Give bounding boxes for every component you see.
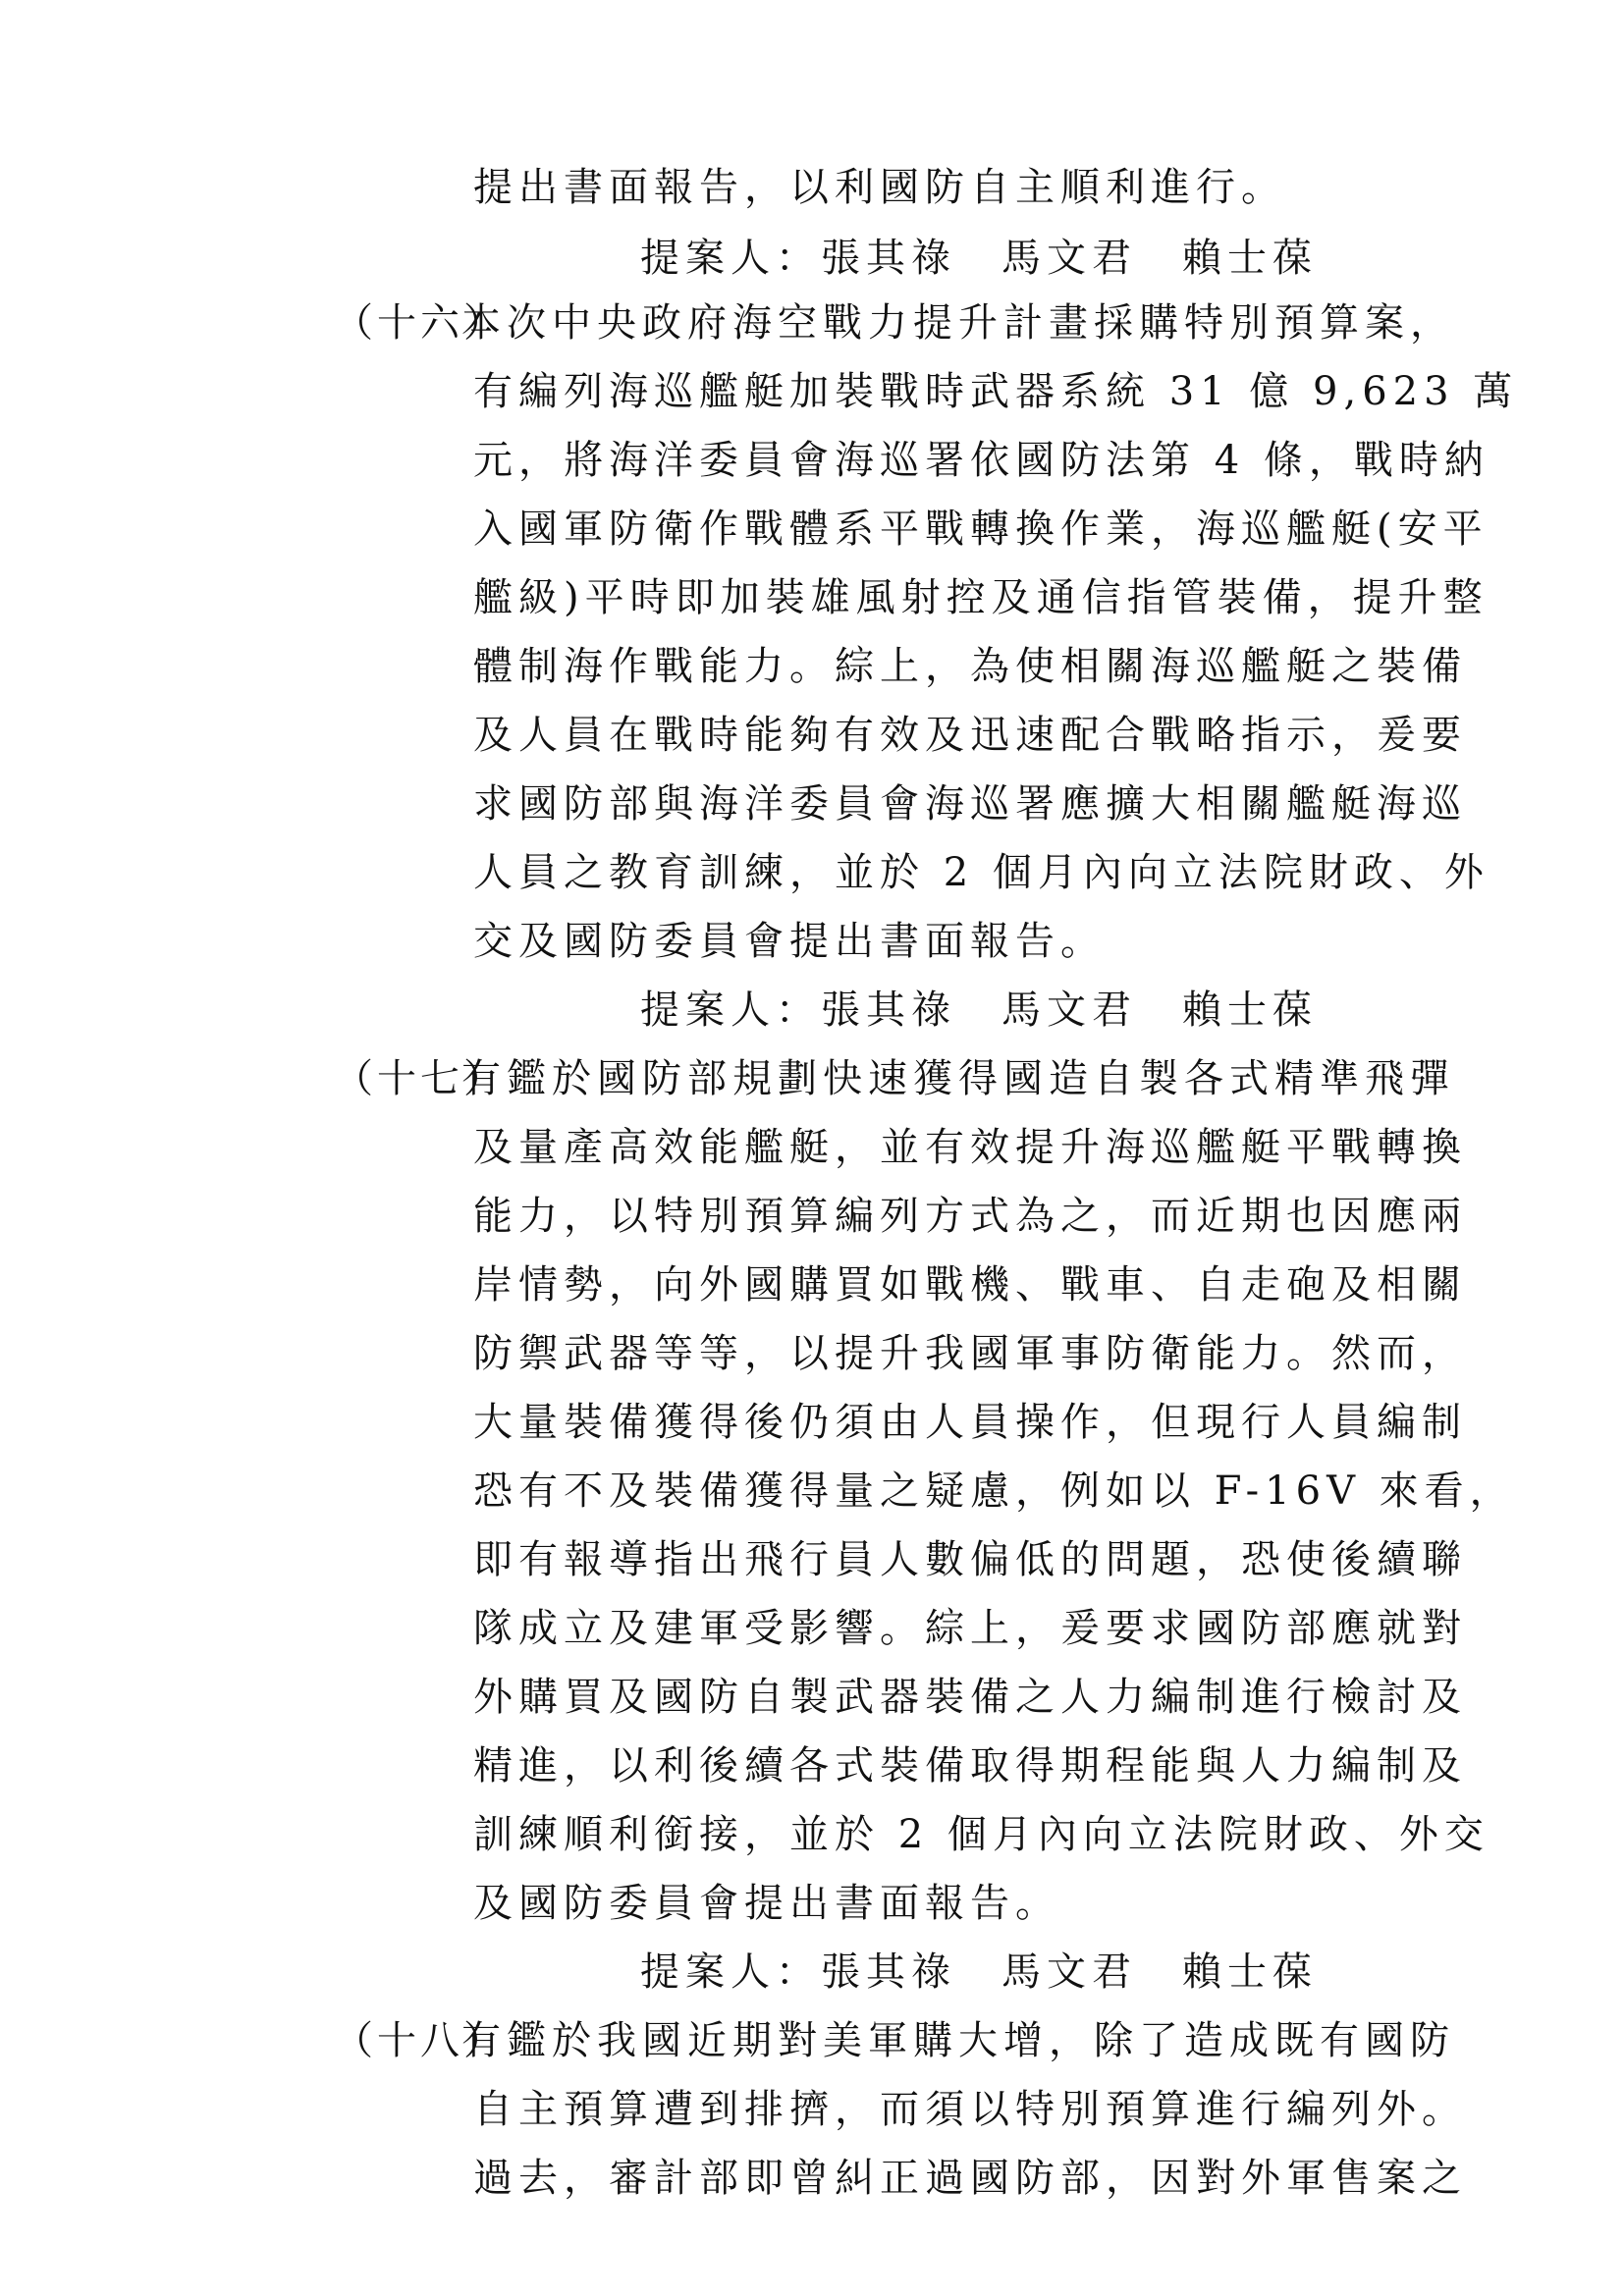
item-line: 交及國防委員會提出書面報告。 <box>473 919 1106 964</box>
item-line: 有鑑於國防部規劃快速獲得國造自製各式精準飛彈 <box>461 1056 1455 1101</box>
item-label: （十六） <box>334 300 507 346</box>
proposer-line: 提案人：張其祿 馬文君 賴士葆 <box>640 1949 1318 1995</box>
item-line: 元，將海洋委員會海巡署依國防法第 4 條，戰時納 <box>473 438 1489 483</box>
item-line: 隊成立及建軍受影響。綜上，爰要求國防部應就對 <box>473 1606 1467 1651</box>
item-line: 防禦武器等等，以提升我國軍事防衛能力。然而， <box>473 1331 1467 1376</box>
item-line: 及國防委員會提出書面報告。 <box>473 1881 1060 1926</box>
proposer-line: 提案人：張其祿 馬文君 賴士葆 <box>640 988 1318 1033</box>
item-line: 艦級)平時即加裝雄風射控及通信指管裝備，提升整 <box>473 575 1489 620</box>
item-line: 外購買及國防自製武器裝備之人力編制進行檢討及 <box>473 1675 1467 1720</box>
item-line: 有編列海巡艦艇加裝戰時武器系統 31 億 9,623 萬 <box>473 369 1519 414</box>
item-line: 岸情勢，向外國購買如戰機、戰車、自走砲及相關 <box>473 1262 1467 1308</box>
item-line: 人員之教育訓練，並於 2 個月內向立法院財政、外 <box>473 850 1489 895</box>
item-line: 即有報導指出飛行員人數偏低的問題，恐使後續聯 <box>473 1537 1467 1582</box>
item-line: 本次中央政府海空戰力提升計畫採購特別預算案， <box>461 300 1455 346</box>
item-line: 有鑑於我國近期對美軍購大增，除了造成既有國防 <box>461 2018 1455 2063</box>
item-line: 精進，以利後續各式裝備取得期程能與人力編制及 <box>473 1743 1467 1789</box>
item-line: 大量裝備獲得後仍須由人員操作，但現行人員編制 <box>473 1400 1467 1445</box>
item-line: 求國防部與海洋委員會海巡署應擴大相關艦艇海巡 <box>473 781 1467 827</box>
item-line: 恐有不及裝備獲得量之疑慮，例如以 F-16V 來看， <box>473 1468 1515 1514</box>
proposer-line: 提案人：張其祿 馬文君 賴士葆 <box>640 236 1318 281</box>
item-line: 訓練順利銜接，並於 2 個月內向立法院財政、外交 <box>473 1812 1489 1857</box>
item-line: 體制海作戰能力。綜上，為使相關海巡艦艇之裝備 <box>473 644 1467 689</box>
item-line: 過去，審計部即曾糾正過國防部，因對外軍售案之 <box>473 2156 1467 2201</box>
continuation-line: 提出書面報告，以利國防自主順利進行。 <box>473 165 1286 210</box>
item-line: 能力，以特別預算編列方式為之，而近期也因應兩 <box>473 1194 1467 1239</box>
item-label: （十八） <box>334 2018 507 2063</box>
item-line: 及人員在戰時能夠有效及迅速配合戰略指示，爰要 <box>473 713 1467 758</box>
item-label: （十七） <box>334 1056 507 1101</box>
item-line: 及量產高效能艦艇，並有效提升海巡艦艇平戰轉換 <box>473 1125 1467 1170</box>
item-line: 自主預算遭到排擠，而須以特別預算進行編列外。 <box>473 2087 1467 2132</box>
item-line: 入國軍防衛作戰體系平戰轉換作業，海巡艦艇(安平 <box>473 507 1489 552</box>
